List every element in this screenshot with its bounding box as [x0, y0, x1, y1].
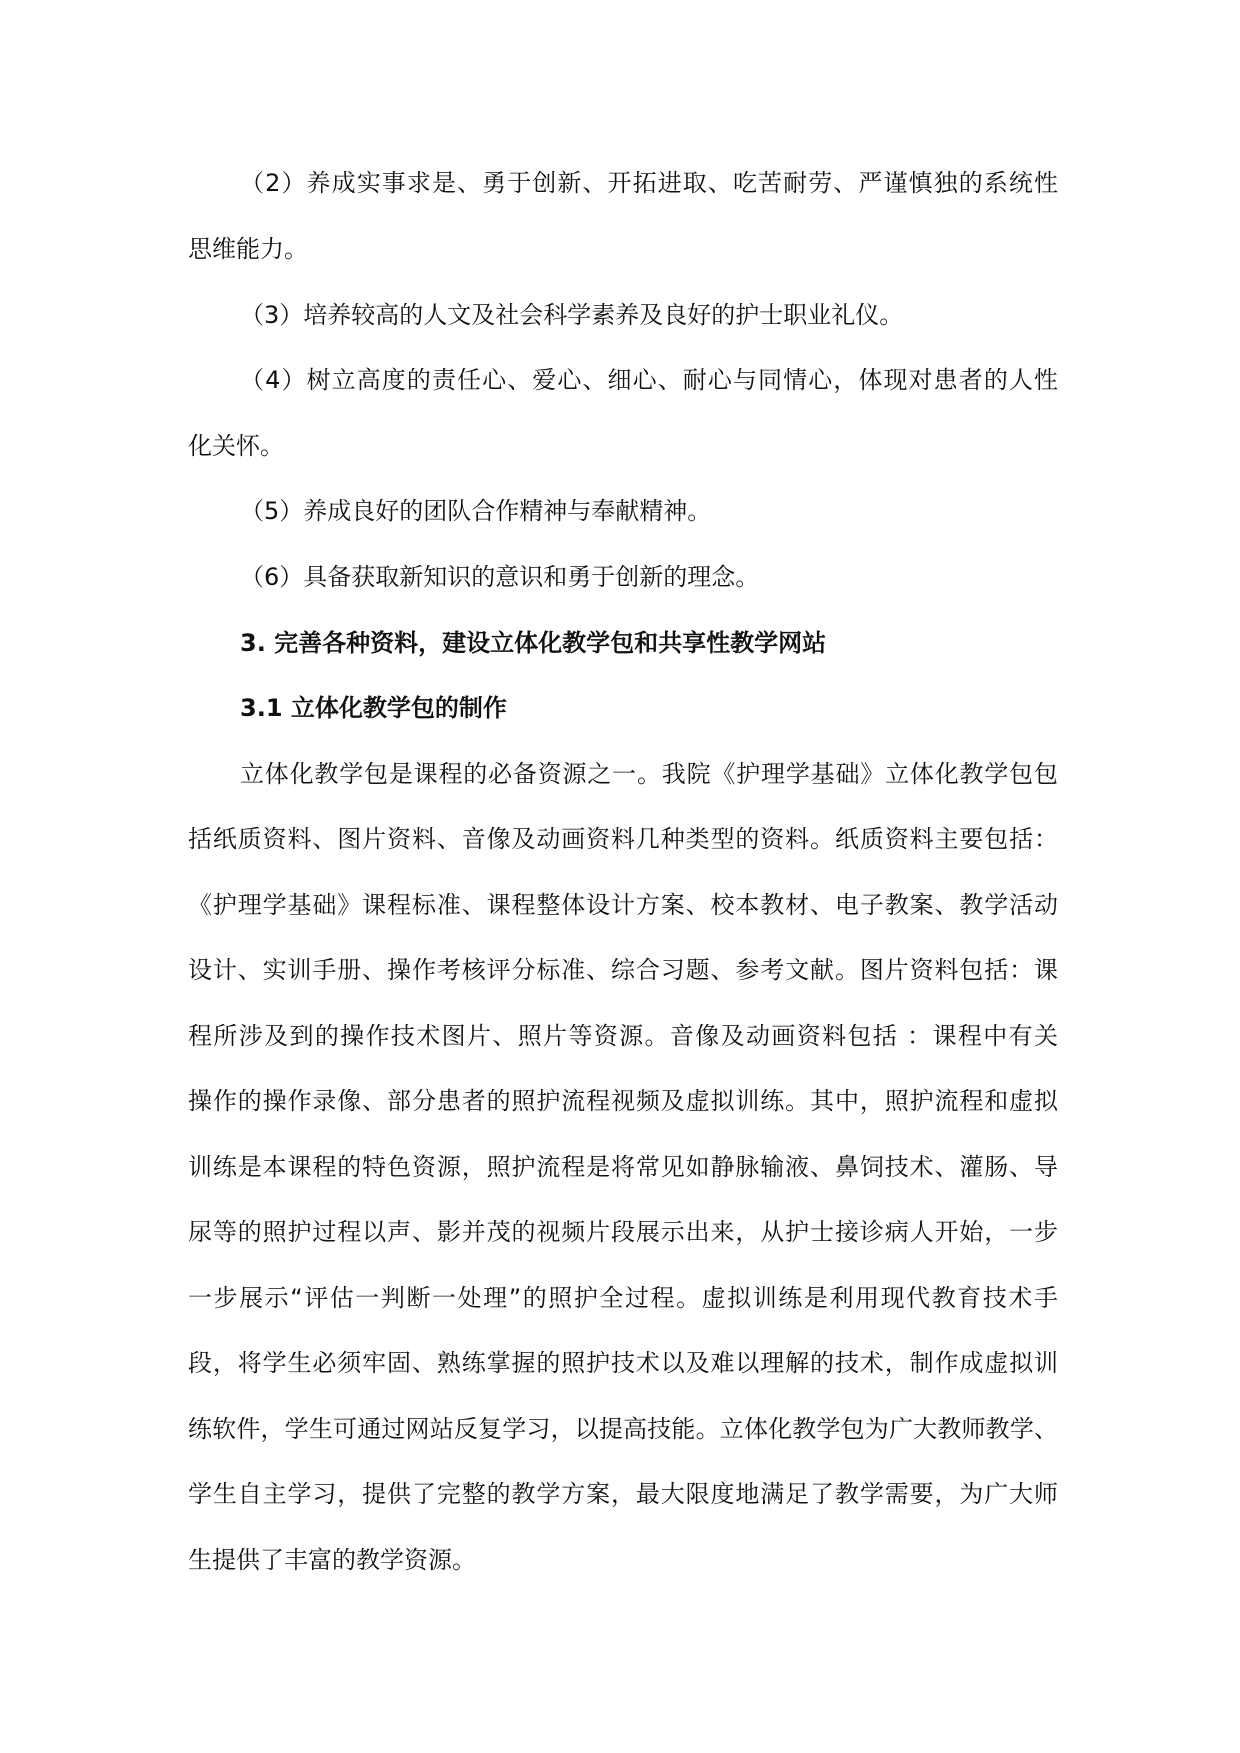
item-4-line-2: 化关怀。	[188, 432, 284, 460]
paragraph-line-2: 括纸质资料、图片资料、音像及动画资料几种类型的资料。纸质资料主要包括：	[188, 825, 1058, 853]
item-3: （3）培养较高的人文及社会科学素养及良好的护士职业礼仪。	[240, 301, 904, 329]
item-2-line-1: （2）养成实事求是、勇于创新、开拓进取、吃苦耐劳、严谨慎独的系统性	[240, 169, 1058, 197]
paragraph-line-6: 操作的操作录像、部分患者的照护流程视频及虚拟训练。其中，照护流程和虚拟	[188, 1087, 1058, 1115]
paragraph-line-10: 段，将学生必须牢固、熟练掌握的照护技术以及难以理解的技术，制作成虚拟训	[188, 1349, 1058, 1377]
item-6: （6）具备获取新知识的意识和勇于创新的理念。	[240, 563, 760, 591]
paragraph-line-12: 学生自主学习，提供了完整的教学方案，最大限度地满足了教学需要，为广大师	[188, 1480, 1058, 1508]
paragraph-line-3: 《护理学基础》课程标准、课程整体设计方案、校本教材、电子教案、教学活动	[188, 891, 1058, 919]
paragraph-line-1: 立体化教学包是课程的必备资源之一。我院《护理学基础》立体化教学包包	[240, 760, 1058, 788]
item-5: （5）养成良好的团队合作精神与奉献精神。	[240, 497, 712, 525]
paragraph-line-4: 设计、实训手册、操作考核评分标准、综合习题、参考文献。图片资料包括：课	[188, 956, 1058, 984]
paragraph-line-5: 程所涉及到的操作技术图片、照片等资源。音像及动画资料包括 ：课程中有关	[188, 1022, 1058, 1050]
paragraph-line-9: 一步展示“评估一判断一处理”的照护全过程。虚拟训练是利用现代教育技术手	[188, 1284, 1058, 1312]
section-3-1-heading: 3.1 立体化教学包的制作	[240, 694, 507, 722]
paragraph-line-8: 尿等的照护过程以声、影并茂的视频片段展示出来，从护士接诊病人开始，一步	[188, 1218, 1058, 1246]
paragraph-line-13: 生提供了丰富的教学资源。	[188, 1546, 476, 1574]
section-3-heading: 3. 完善各种资料，建设立体化教学包和共享性教学网站	[240, 629, 827, 657]
paragraph-line-11: 练软件，学生可通过网站反复学习，以提高技能。立体化教学包为广大教师教学、	[188, 1415, 1058, 1443]
item-2-line-2: 思维能力。	[188, 235, 308, 263]
paragraph-line-7: 训练是本课程的特色资源，照护流程是将常见如静脉输液、鼻饲技术、灌肠、导	[188, 1153, 1058, 1181]
item-4-line-1: （4）树立高度的责任心、爱心、细心、耐心与同情心，体现对患者的人性	[240, 366, 1058, 394]
